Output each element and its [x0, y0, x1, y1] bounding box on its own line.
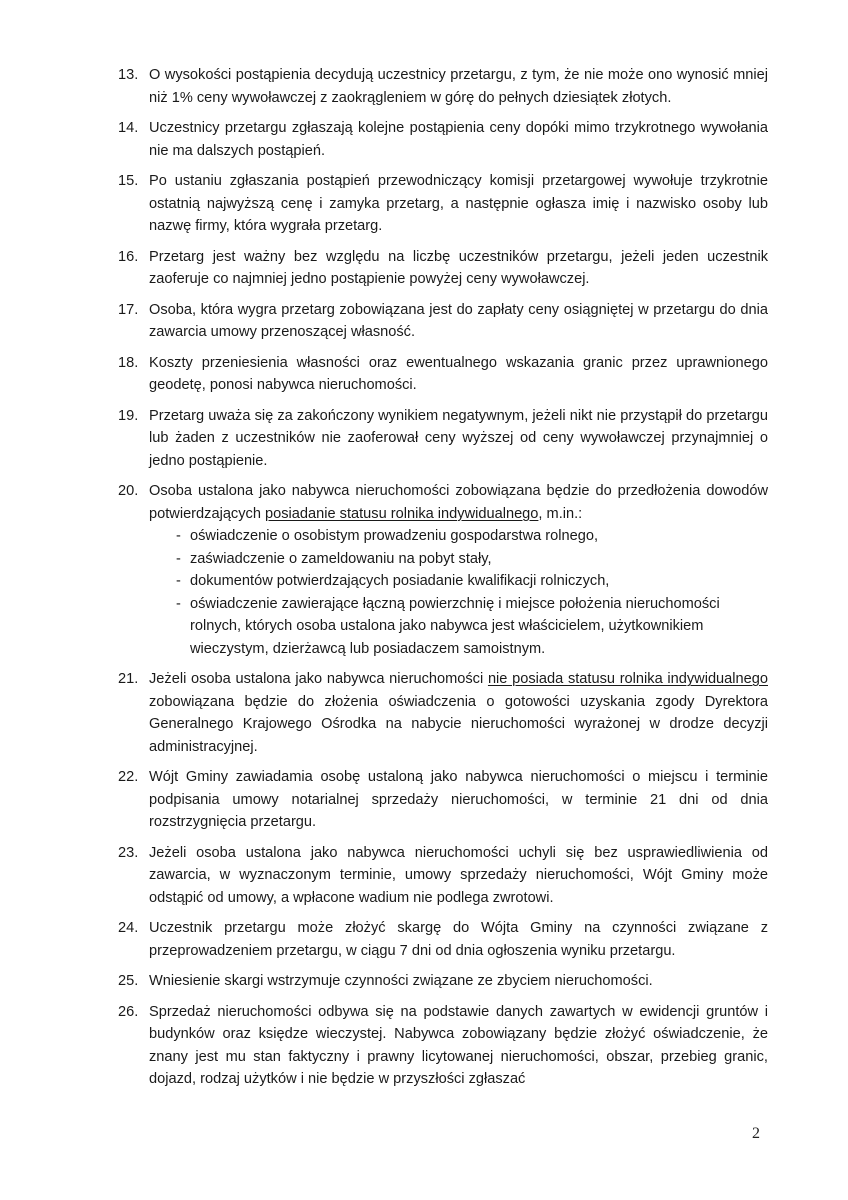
underlined-phrase: nie posiada statusu rolnika indywidualnego — [487, 671, 768, 687]
item-text: Przetarg jest ważny bez względu na liczbę uczestników przetargu, jeżeli jeden uczestnik zaoferuje co najmniej jedno postąpienie powyżej ceny wywoławczej. — [149, 248, 768, 287]
list-item — [118, 970, 768, 993]
item-text-post: zobowiązana będzie do złożenia oświadczenia o gotowości uzyskania zgody Dyrektora Generalnego Krajowego Ośrodka na nabycie nieruchomości wyrażonej w drodze decyzji administracyjnej. — [149, 693, 768, 755]
sub-item-text: zaświadczenie o zameldowaniu na pobyt stały, — [190, 550, 492, 567]
list-item — [118, 299, 768, 344]
list-item — [118, 405, 768, 473]
sub-item — [176, 525, 768, 548]
item-number: 25. — [118, 973, 139, 989]
sub-item-text: dokumentów potwierdzających posiadanie kwalifikacji rolniczych, — [190, 573, 610, 589]
list-item — [118, 352, 768, 397]
list-item — [118, 1001, 768, 1091]
item-number: 26. — [118, 1003, 139, 1020]
sub-item-text: oświadczenie o osobistym prowadzeniu gospodarstwa rolnego, — [190, 528, 599, 544]
item-number: 23. — [118, 844, 139, 861]
item-text: Jeżeli osoba ustalona jako nabywca nieruchomości uchyli się bez usprawiedliwienia od zawarcia, w wyznaczonym terminie, umowy sprzedaży nieruchomości, Wójt Gminy może odstąpić od umowy, a wpłacone wadium nie podlega zwrotowi. — [149, 844, 768, 906]
item-text: Uczestnicy przetargu zgłaszają kolejne postąpienia ceny dopóki mimo trzykrotnego wywołania nie ma dalszych postąpień. — [149, 120, 768, 159]
dash-marker: - — [176, 595, 181, 612]
item-text: Koszty przeniesienia własności oraz ewentualnego wskazania granic przez uprawnionego geodetę, ponosi nabywca nieruchomości. — [149, 354, 768, 393]
item-number: 19. — [118, 407, 139, 424]
list-item — [118, 668, 768, 758]
item-text: Po ustaniu zgłaszania postąpień przewodniczący komisji przetargowej wywołuje trzykrotnie ostatnią najwyższą cenę i zamyka przetarg, a następnie ogłasza imię i nazwisko osoby lub nazwę firmy, która wygrała przetarg. — [149, 173, 768, 234]
item-text: Przetarg uważa się za zakończony wynikiem negatywnym, jeżeli nikt nie przystąpił do przetargu lub żaden z uczestników nie zaoferował ceny wyższej od ceny wywoławczej przynajmniej o jedno postąpienie. — [149, 407, 768, 469]
dash-marker: - — [176, 550, 181, 567]
page-number: 2 — [752, 1125, 760, 1142]
item-number: 15. — [118, 173, 139, 189]
dash-marker: - — [176, 528, 181, 544]
sub-item — [176, 548, 768, 571]
list-item — [118, 842, 768, 910]
item-text-pre: Osoba ustalona jako nabywca nieruchomości zobowiązana będzie do przedłożenia dowodów potwierdzających — [149, 483, 768, 522]
list-item — [118, 480, 768, 660]
item-text-post: , m.in.: — [538, 505, 583, 522]
item-number: 16. — [118, 248, 139, 265]
item-number: 17. — [118, 301, 139, 318]
terms-list — [118, 64, 768, 1099]
item-number: 22. — [118, 769, 139, 785]
item-number: 24. — [118, 920, 139, 936]
list-item — [118, 170, 768, 238]
underlined-phrase: posiadanie statusu rolnika indywidualnego — [265, 505, 539, 522]
list-item — [118, 766, 768, 834]
sub-item — [176, 570, 768, 593]
item-text: Wójt Gminy zawiadamia osobę ustaloną jako nabywca nieruchomości o miejscu i terminie podpisania umowy notarialnej sprzedaży nieruchomości, w terminie 21 dni od dnia rozstrzygnięcia przetargu. — [149, 769, 768, 830]
item-text: Wniesienie skargi wstrzymuje czynności związane ze zbyciem nieruchomości. — [149, 973, 653, 989]
list-item — [118, 917, 768, 962]
item-text: Osoba, która wygra przetarg zobowiązana jest do zapłaty ceny osiągniętej w przetargu do dnia zawarcia umowy przenoszącej własność. — [149, 301, 768, 340]
item-number: 14. — [118, 120, 139, 136]
item-number: 13. — [118, 67, 139, 83]
item-text: O wysokości postąpienia decydują uczestnicy przetargu, z tym, że nie może ono wynosić mniej niż 1% ceny wywoławczej z zaokrągleniem w górę do pełnych dziesiątek złotych. — [149, 67, 768, 106]
list-item — [118, 246, 768, 291]
item-number: 18. — [118, 354, 139, 371]
list-item — [118, 64, 768, 109]
list-item — [118, 117, 768, 162]
dash-marker: - — [176, 573, 181, 589]
sub-list — [149, 525, 768, 660]
item-number: 20. — [118, 483, 139, 499]
sub-item-text: oświadczenie zawierające łączną powierzchnię i miejsce położenia nieruchomości rolnych, których osoba ustalona jako nabywca jest właścicielem, użytkownikiem wieczystym, dzierżawcą lub posiadaczem samoistnym. — [190, 595, 720, 657]
item-number: 21. — [118, 671, 139, 687]
item-text: Sprzedaż nieruchomości odbywa się na podstawie danych zawartych w ewidencji gruntów i budynków oraz księdze wieczystej. Nabywca zobowiązany będzie złożyć oświadczenie, że znany jest mu stan faktyczny i prawny licytowanej nieruchomości, obszar, przebieg granic, dojazd, rodzaj użytków i nie będzie w przyszłości zgłaszać — [149, 1003, 768, 1087]
item-text-pre: Jeżeli osoba ustalona jako nabywca nieruchomości — [149, 671, 488, 687]
item-text: Uczestnik przetargu może złożyć skargę do Wójta Gminy na czynności związane z przeprowadzeniem przetargu, w ciągu 7 dni od dnia ogłoszenia wyniku przetargu. — [149, 920, 768, 959]
sub-item — [176, 593, 768, 661]
